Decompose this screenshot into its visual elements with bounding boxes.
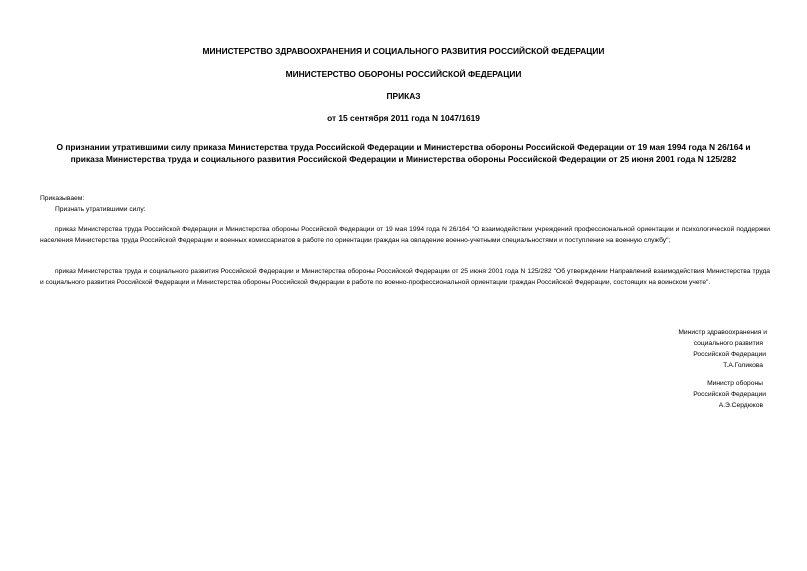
order-heading: ПРИКАЗ	[386, 91, 421, 101]
signature-block-defense-minister	[567, 378, 767, 411]
signature-line: Министр обороны	[707, 380, 763, 387]
ministry-defense-heading: МИНИСТЕРСТВО ОБОРОНЫ РОССИЙСКОЙ ФЕДЕРАЦИИ	[285, 69, 522, 79]
repealed-order-paragraph-1: приказ Министерства труда Российской Федерации и Министерства обороны Российской Федерации от 19 мая 1994 года N 26/164 "О взаимодействии учреждений профессиональной ориентации и психологической поддержки населения Министерства труда Российской Федерации и военных комиссариатов в работе по ориентации граждан на овладение военно-учетными специальностями и поступление на военную службу";	[40, 226, 770, 244]
signature-line: Российской Федерации	[693, 351, 766, 358]
signature-name: Т.А.Голикова	[723, 362, 763, 369]
signature-block-health-minister	[567, 327, 767, 371]
signature-name: А.Э.Сердюков	[718, 402, 763, 409]
signature-line: социального развития	[693, 340, 763, 347]
signature-line: Российской Федерации	[693, 391, 766, 398]
repealed-order-paragraph-2: приказ Министерства труда и социального развития Российской Федерации и Министерства обороны Российской Федерации от 25 июня 2001 года N 125/282 "Об утверждении Направлений взаимодействия Министерства труда и социального развития Российской Федерации и Министерства обороны Российской Федерации в работе по военно-профессиональной ориентации граждан Российской Федерации, состоящих на воинском учете".	[40, 268, 770, 286]
repeal-directive: Признать утратившими силу:	[55, 206, 146, 213]
signature-line: Министр здравоохранения и	[678, 329, 767, 336]
order-title: О признании утратившими силу приказа Министерства труда Российской Федерации и Министерства обороны Российской Федерации от 19 мая 1994 года N 26/164 и приказа Министерства труда и социального развития Российской Федерации и Министерства обороны Российской Федерации от 25 июня 2001 года N 125/282	[56, 142, 751, 165]
order-directive: Приказываем:	[40, 195, 85, 202]
order-date: от 15 сентября 2011 года N 1047/1619	[327, 113, 480, 123]
ministry-health-heading: МИНИСТЕРСТВО ЗДРАВООХРАНЕНИЯ И СОЦИАЛЬНОГО РАЗВИТИЯ РОССИЙСКОЙ ФЕДЕРАЦИИ	[202, 46, 605, 56]
